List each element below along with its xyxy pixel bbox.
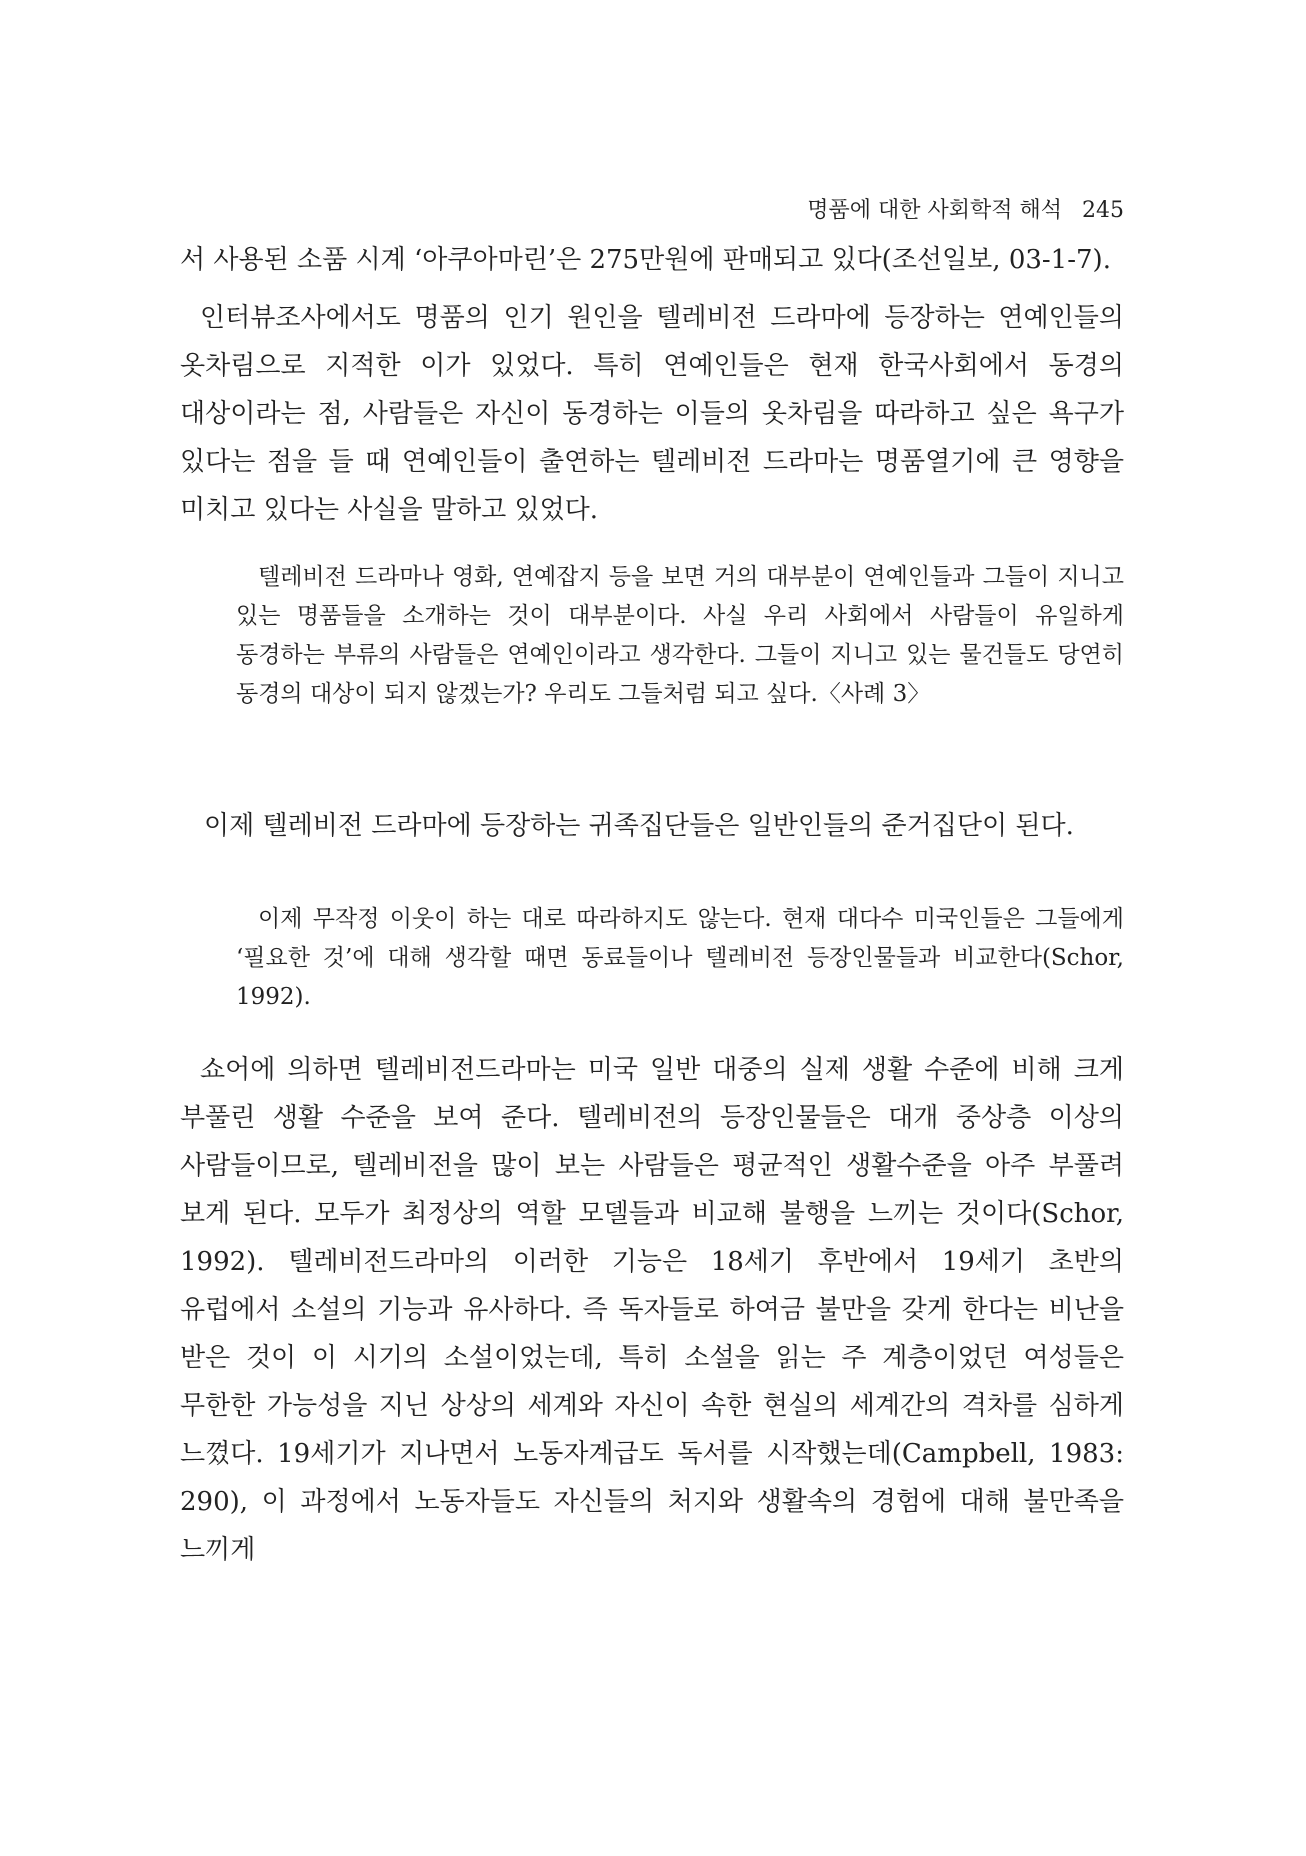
- body-text-middle: [180, 802, 1124, 850]
- block-quote-schor: 이제 무작정 이웃이 하는 대로 따라하지도 않는다. 현재 대다수 미국인들은 그들에게 ‘필요한 것’에 대해 생각할 때면 동료들이나 텔레비전 등장인물들과 비교한다(Schor, 1992).: [236, 906, 1124, 1010]
- paragraph-reference-group: 이제 텔레비전 드라마에 등장하는 귀족집단들은 일반인들의 준거집단이 된다.: [204, 811, 1074, 841]
- page-number: 245: [1082, 198, 1124, 223]
- paragraph-schor-analysis: 쇼어에 의하면 텔레비전드라마는 미국 일반 대중의 실제 생활 수준에 비해 크게 부풀린 생활 수준을 보여 준다. 텔레비전의 등장인물들은 대개 중상층 이상의 사람들이므로, 텔레비전을 많이 보는 사람들은 평균적인 생활수준을 아주 부풀려 보게 된다. 모두가 최정상의 역할 모델들과 비교해 불행을 느끼는 것이다(Schor, 1992). 텔레비전드라마의 이러한 기능은 18세기 후반에서 19세기 초반의 유럽에서 소설의 기능과 유사하다. 즉 독자들로 하여금 불만을 갖게 한다는 비난을 받은 것이 이 시기의 소설이었는데, 특히 소설을 읽는 주 계층이었던 여성들은 무한한 가능성을 지닌 상상의 세계와 자신이 속한 현실의 세계간의 격차를 심하게 느꼈다. 19세기가 지나면서 노동자계급도 독서를 시작했는데(Campbell, 1983: 290), 이 과정에서 노동자들도 자신들의 처지와 생활속의 경험에 대해 불만족을 느끼게: [180, 1055, 1124, 1565]
- quote-block-case3: [180, 558, 1124, 714]
- body-text-bottom: [180, 1046, 1124, 1574]
- running-header-title: 명품에 대한 사회학적 해석: [807, 198, 1062, 223]
- running-header: [180, 196, 1124, 226]
- paragraph-continuation: 서 사용된 소품 시계 ‘아쿠아마린’은 275만원에 판매되고 있다(조선일보, 03-1-7).: [180, 245, 1111, 275]
- paragraph-interview: 인터뷰조사에서도 명품의 인기 원인을 텔레비전 드라마에 등장하는 연예인들의 옷차림으로 지적한 이가 있었다. 특히 연예인들은 현재 한국사회에서 동경의 대상이라는 점, 사람들은 자신이 동경하는 이들의 옷차림을 따라하고 싶은 욕구가 있다는 점을 들 때 연예인들이 출연하는 텔레비전 드라마는 명품열기에 큰 영향을 미치고 있다는 사실을 말하고 있었다.: [180, 303, 1124, 525]
- block-quote-case3: 텔레비전 드라마나 영화, 연예잡지 등을 보면 거의 대부분이 연예인들과 그들이 지니고 있는 명품들을 소개하는 것이 대부분이다. 사실 우리 사회에서 사람들이 유일하게 동경하는 부류의 사람들은 연예인이라고 생각한다. 그들이 지니고 있는 물건들도 당연히 동경의 대상이 되지 않겠는가? 우리도 그들처럼 되고 싶다.〈사례 3〉: [236, 564, 1124, 707]
- body-text-top: [180, 236, 1124, 534]
- quote-block-schor: [180, 900, 1124, 1017]
